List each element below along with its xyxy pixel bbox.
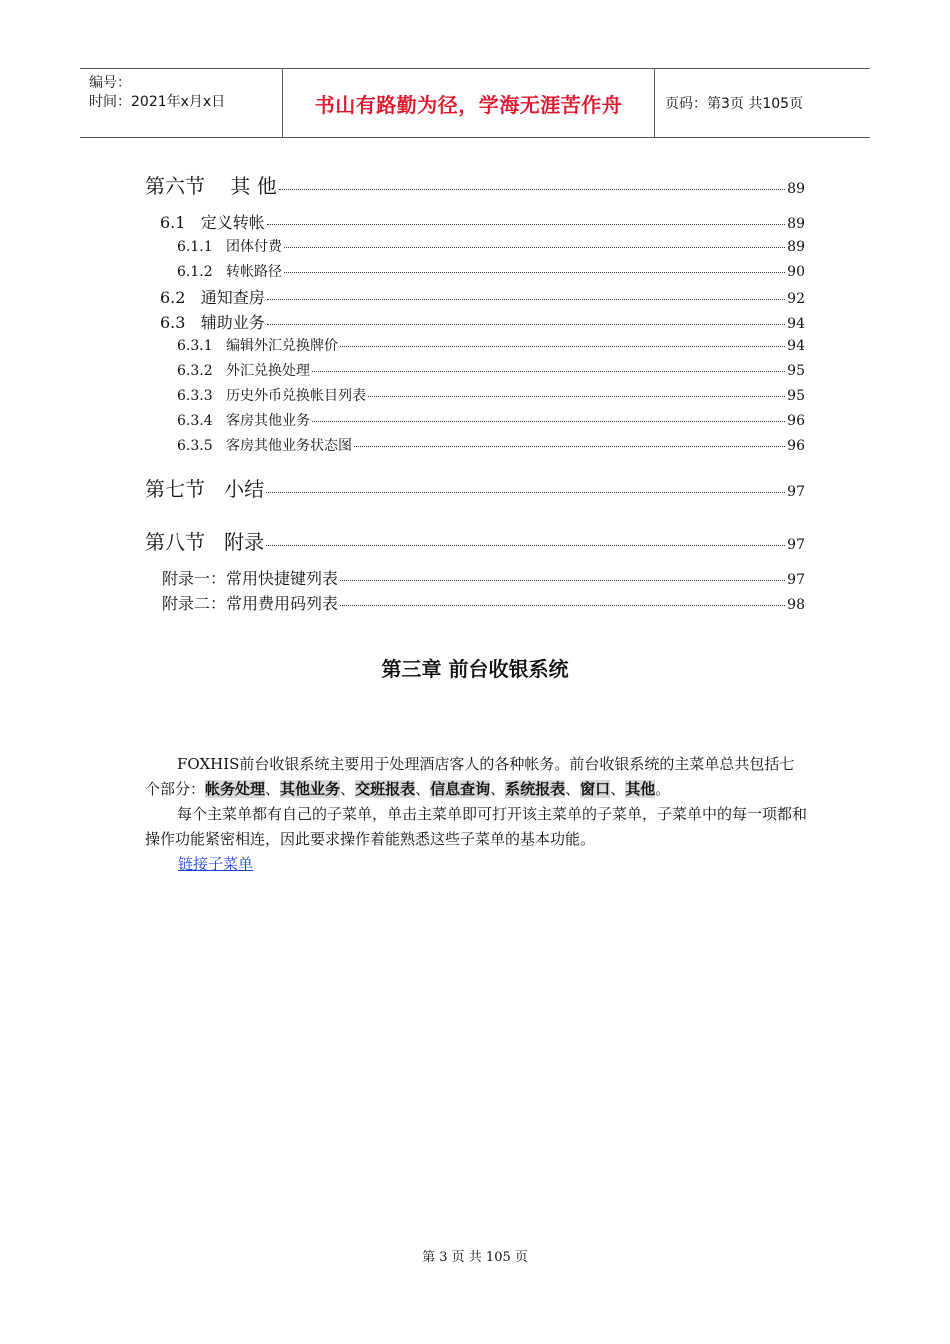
toc-leader — [284, 272, 785, 273]
separator: 、 — [565, 780, 581, 798]
separator: 、 — [610, 780, 626, 798]
toc-entry-page: 98 — [787, 597, 805, 613]
toc-entry-page: 95 — [787, 363, 805, 379]
toc-entry-page: 89 — [787, 181, 805, 197]
menu-item-accounting: 帐务处理 — [205, 780, 266, 798]
toc-entry[interactable] — [160, 285, 805, 308]
period: 。 — [655, 780, 671, 798]
toc-entry-text: 附录二：常用费用码列表 — [162, 594, 339, 613]
time-label: 时间：2021年x月x日 — [89, 94, 226, 110]
menu-item-window: 窗口 — [580, 780, 611, 798]
intro-lead: FOXHIS前台收银系统主要用于处理酒店客人的各种帐务。前台收银系统的主菜单总共包括七个部分： — [145, 755, 795, 798]
separator: 、 — [265, 780, 281, 798]
toc-entry-text: 第八节 附录 — [145, 530, 265, 554]
toc-entry-text: 6.3.5 客房其他业务状态图 — [177, 438, 352, 454]
toc-leader — [340, 580, 785, 581]
menu-item-info-query: 信息查询 — [430, 780, 491, 798]
toc-leader — [354, 446, 785, 447]
toc-entry-page: 95 — [787, 388, 805, 404]
toc-entry[interactable] — [145, 473, 805, 502]
toc-entry[interactable] — [177, 360, 805, 380]
page-footer: 第 3 页 共 105 页 — [422, 1250, 528, 1265]
toc-leader — [266, 492, 785, 493]
toc-entry[interactable] — [177, 236, 805, 256]
toc-leader — [312, 371, 785, 372]
menu-item-system-report: 系统报表 — [505, 780, 566, 798]
page-header — [80, 68, 870, 138]
toc-entry-page: 97 — [787, 572, 805, 588]
toc-entry[interactable] — [177, 335, 805, 355]
menu-item-shift-report: 交班报表 — [355, 780, 416, 798]
toc-entry[interactable] — [177, 435, 805, 455]
toc-entry[interactable] — [177, 385, 805, 405]
toc-leader — [340, 346, 785, 347]
header-meta-cell — [80, 69, 283, 137]
menu-item-other: 其他 — [625, 780, 656, 798]
toc-leader — [312, 421, 785, 422]
toc-entry-page: 94 — [787, 338, 805, 354]
toc-entry-text: 6.1.2 转帐路径 — [177, 264, 282, 280]
toc-entry-page: 97 — [787, 484, 805, 500]
separator: 、 — [415, 780, 431, 798]
intro-paragraph — [145, 752, 807, 802]
toc-entry-page: 96 — [787, 413, 805, 429]
toc-leader — [340, 605, 785, 606]
menu-item-other-business: 其他业务 — [280, 780, 341, 798]
submenu-paragraph: 每个主菜单都有自己的子菜单，单击主菜单即可打开该主菜单的子菜单，子菜单中的每一项都和操作功能紧密相连，因此要求操作着能熟悉这些子菜单的基本功能。 — [145, 805, 808, 848]
toc-entry[interactable] — [162, 566, 805, 589]
submenu-link[interactable]: 链接子菜单 — [178, 855, 254, 873]
number-label: 编号： — [89, 75, 131, 91]
header-motto: 书山有路勤为径，学海无涯苦作舟 — [283, 69, 655, 137]
toc-leader — [267, 324, 785, 325]
toc-leader — [368, 396, 785, 397]
toc-entry[interactable] — [177, 410, 805, 430]
toc-entry[interactable] — [145, 170, 805, 199]
toc-leader — [284, 247, 785, 248]
toc-entry-page: 96 — [787, 438, 805, 454]
toc-entry-page: 97 — [787, 537, 805, 553]
separator: 、 — [490, 780, 506, 798]
toc-entry-text: 6.3.4 客房其他业务 — [177, 413, 310, 429]
toc-entry[interactable] — [160, 210, 805, 233]
separator: 、 — [340, 780, 356, 798]
header-page-label: 页码：第3页 共105页 — [665, 96, 804, 112]
toc-entry-text: 第六节 其 他 — [145, 174, 277, 198]
toc-entry-page: 90 — [787, 264, 805, 280]
toc-entry[interactable] — [177, 261, 805, 281]
toc-entry[interactable] — [162, 591, 805, 614]
toc-entry-text: 6.3 辅助业务 — [160, 313, 265, 332]
toc-entry-text: 6.2 通知查房 — [160, 288, 265, 307]
toc-entry-page: 94 — [787, 316, 805, 332]
toc-leader — [279, 189, 785, 190]
toc-entry[interactable] — [145, 526, 805, 555]
toc-entry-page: 89 — [787, 239, 805, 255]
chapter-title: 第三章 前台收银系统 — [381, 657, 569, 681]
toc-entry-text: 6.3.2 外汇兑换处理 — [177, 363, 310, 379]
toc-leader — [267, 224, 785, 225]
toc-entry-text: 6.1.1 团体付费 — [177, 239, 282, 255]
toc-leader — [267, 299, 785, 300]
toc-entry-page: 89 — [787, 216, 805, 232]
toc-entry-text: 附录一：常用快捷键列表 — [162, 569, 339, 588]
toc-entry-page: 92 — [787, 291, 805, 307]
toc-entry-text: 6.3.3 历史外币兑换帐目列表 — [177, 388, 366, 404]
toc-leader — [266, 545, 785, 546]
toc-entry-text: 第七节 小结 — [145, 477, 265, 501]
toc-entry-text: 6.1 定义转帐 — [160, 213, 265, 232]
toc-entry-text: 6.3.1 编辑外汇兑换牌价 — [177, 338, 338, 354]
toc-entry[interactable] — [160, 310, 805, 333]
